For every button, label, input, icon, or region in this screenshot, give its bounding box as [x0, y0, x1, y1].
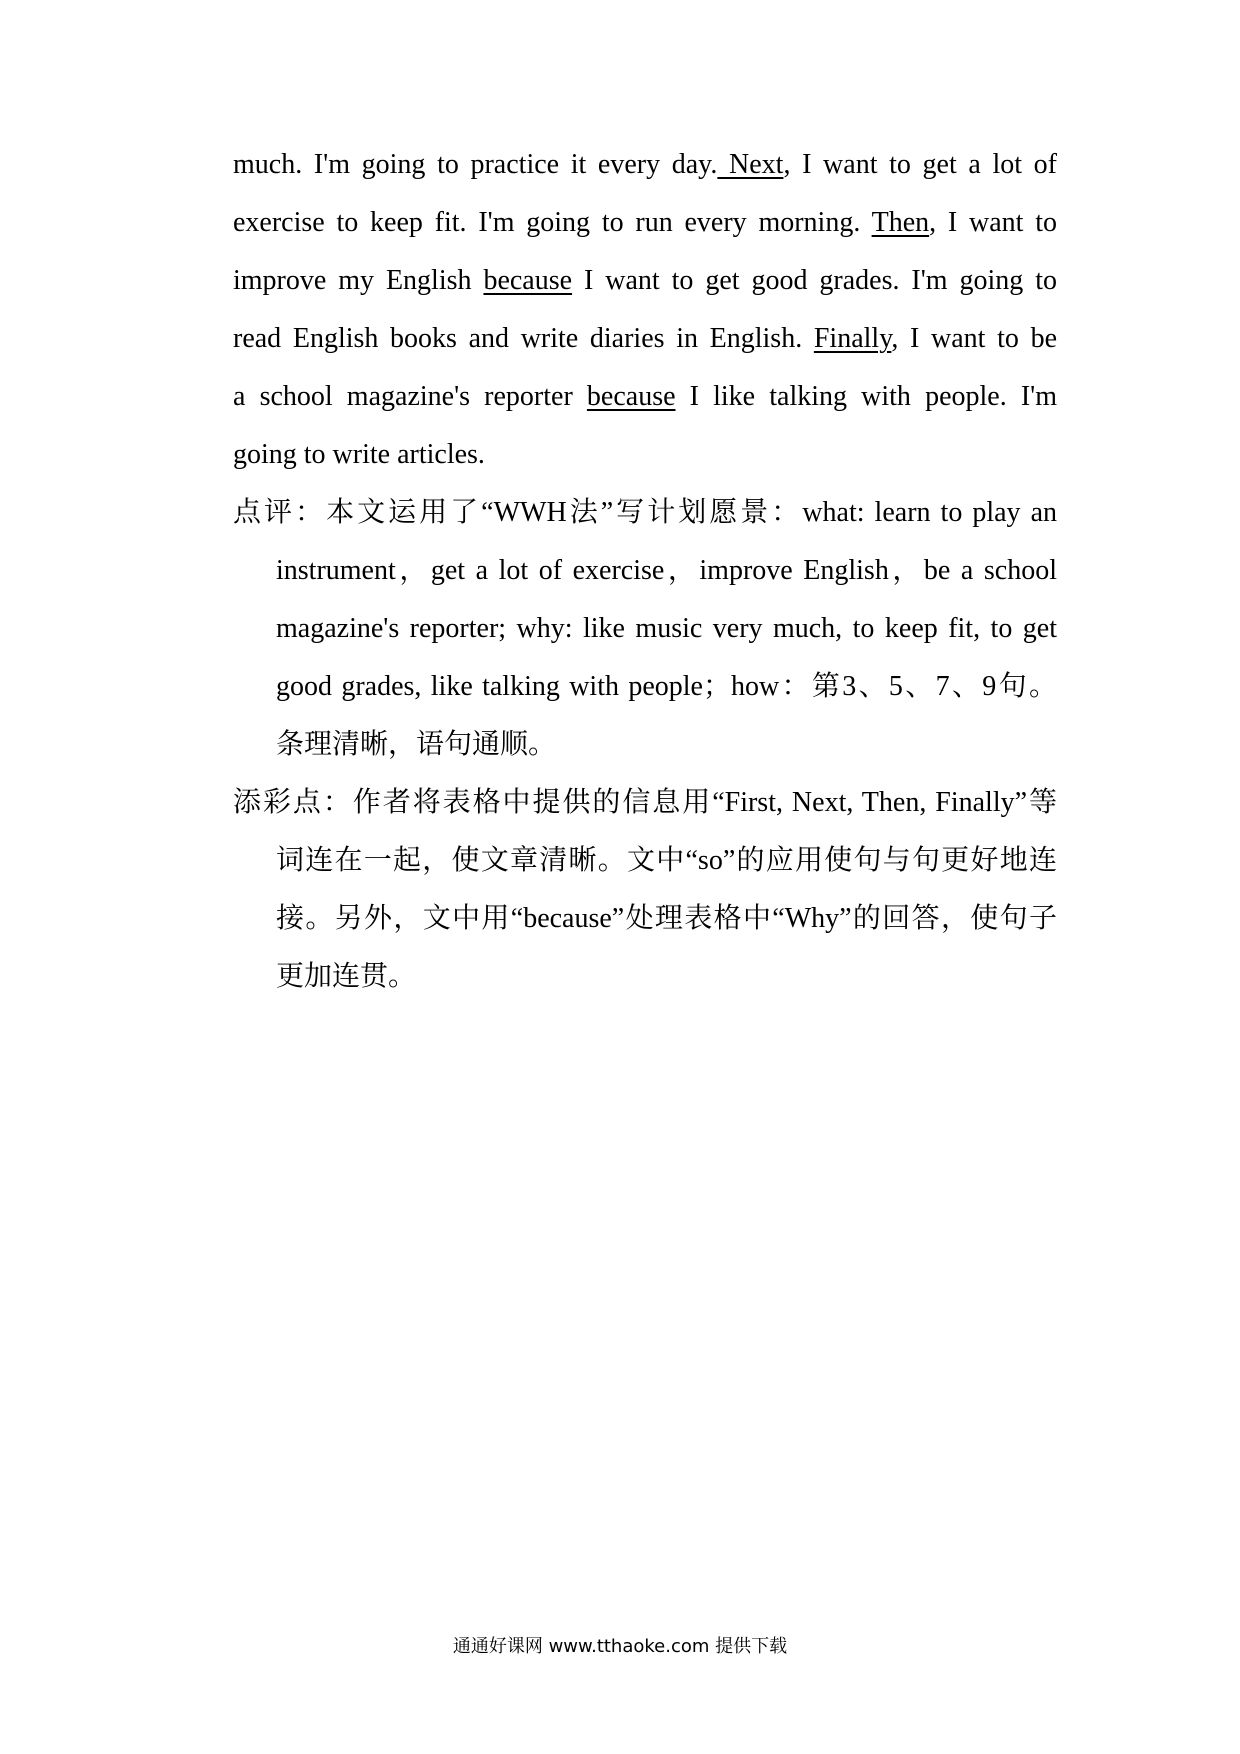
essay-line — [233, 261, 1057, 301]
essay-line — [233, 145, 1057, 185]
text-segment: magazine's reporter; why: like music very much, to keep fit, to get — [276, 613, 1057, 644]
text-segment: exercise to keep fit. I'm going to run every morning. — [233, 207, 872, 238]
text-segment: I like talking with people. I'm — [675, 381, 1057, 412]
comment-line — [276, 551, 1057, 591]
text-segment: I want to get good grades. I'm going to — [572, 265, 1057, 296]
text-segment: 点评：本文运用了“WWH法”写计划愿景：what: learn to play an — [233, 497, 1057, 528]
underlined-word: Then — [871, 207, 930, 238]
essay-line — [233, 377, 1057, 417]
comment-line — [276, 609, 1057, 649]
essay-line — [233, 319, 1057, 359]
footer-text: 通通好课网 www.tthaoke.com 提供下载 — [452, 1636, 788, 1657]
text-segment: , I want to get a lot of — [783, 149, 1057, 180]
highlight-line — [276, 899, 1057, 939]
underlined-word: Finally — [813, 323, 892, 354]
text-segment: 更加连贯。 — [276, 961, 417, 992]
highlight-line — [276, 957, 1057, 997]
highlight-line — [233, 783, 1057, 823]
text-segment: 接。另外，文中用“because”处理表格中“Why”的回答，使句子 — [276, 903, 1057, 934]
comment-line — [276, 725, 1057, 765]
text-segment: improve my English — [233, 265, 484, 296]
text-segment: , I want to — [929, 207, 1057, 238]
text-segment: , I want to be — [891, 323, 1057, 354]
essay-line — [233, 203, 1057, 243]
text-segment: going to write articles. — [233, 439, 485, 470]
underlined-word: Next — [717, 149, 784, 180]
underlined-word: because — [586, 381, 676, 412]
text-segment: much. I'm going to practice it every day. — [233, 149, 718, 180]
text-segment: good grades, like talking with people；how：第3、5、7、9句。 — [276, 671, 1057, 702]
underlined-word: because — [483, 265, 573, 296]
highlight-line — [276, 841, 1057, 881]
text-segment: instrument，get a lot of exercise，improve English，be a school — [276, 555, 1057, 586]
text-segment: read English books and write diaries in English. — [233, 323, 814, 354]
text-segment: 条理清晰，语句通顺。 — [276, 729, 557, 760]
text-segment: 词连在一起，使文章清晰。文中“so”的应用使句与句更好地连 — [276, 845, 1057, 876]
text-segment: 添彩点：作者将表格中提供的信息用“First, Next, Then, Finally”等 — [233, 787, 1057, 818]
comment-line — [233, 493, 1057, 533]
text-segment: a school magazine's reporter — [233, 381, 587, 412]
comment-line — [276, 667, 1057, 707]
essay-line — [233, 435, 1057, 475]
